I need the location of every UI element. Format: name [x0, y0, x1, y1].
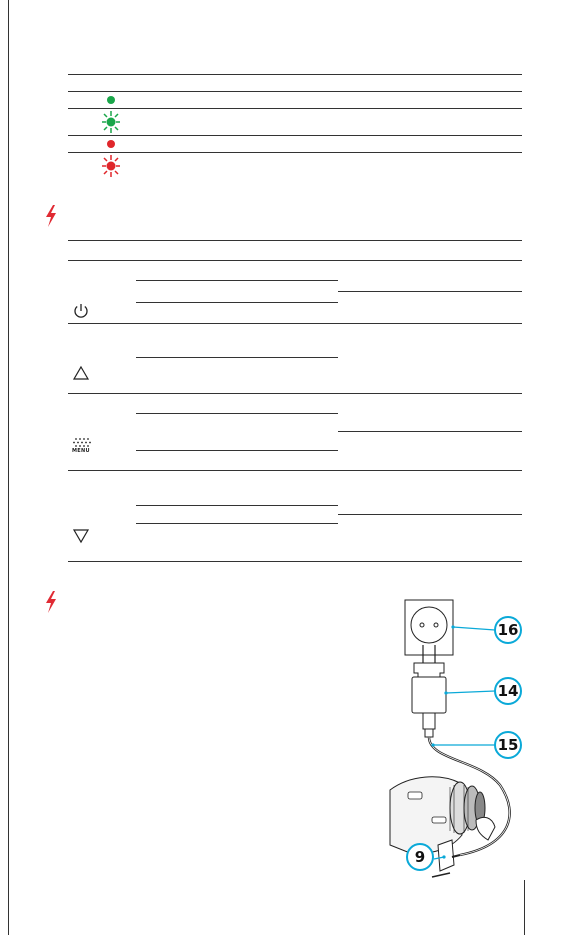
table-rule: [68, 135, 522, 136]
callout-16: 16: [494, 616, 522, 644]
table-rule: [68, 108, 522, 109]
callout-14: 14: [494, 677, 522, 705]
table-rule: [68, 91, 522, 92]
red-flashing-icon: [100, 154, 122, 178]
table-rule: [136, 523, 338, 524]
table-rule: [136, 505, 338, 506]
red-dot-icon: [106, 139, 116, 149]
table-rule: [136, 280, 338, 281]
table-rule: [338, 431, 522, 432]
table-rule: [136, 450, 338, 451]
table-rule: [338, 514, 522, 515]
table-rule: [338, 291, 522, 292]
table-rule: [68, 152, 522, 153]
table-rule: [68, 393, 522, 394]
table-rule: [68, 561, 522, 562]
page-edge-rule: [8, 0, 9, 935]
callout-15: 15: [494, 731, 522, 759]
table-rule: [136, 357, 338, 358]
power-icon: [72, 302, 90, 320]
table-rule: [136, 302, 338, 303]
table-rule: [68, 74, 522, 75]
green-flashing-icon: [100, 110, 122, 134]
triangle-down-icon: [72, 528, 90, 544]
table-rule: [136, 413, 338, 414]
triangle-up-icon: [72, 365, 90, 381]
menu-icon-label: MENU: [72, 448, 90, 454]
callout-9: 9: [406, 843, 434, 871]
lightning-warning-icon: [44, 205, 58, 227]
lightning-warning-icon: [44, 591, 58, 613]
page-number-rule: [524, 880, 525, 935]
table-rule: [68, 260, 522, 261]
table-rule: [68, 470, 522, 471]
green-dot-icon: [106, 95, 116, 105]
table-rule: [68, 240, 522, 241]
table-rule: [68, 323, 522, 324]
menu-icon: [70, 437, 94, 457]
